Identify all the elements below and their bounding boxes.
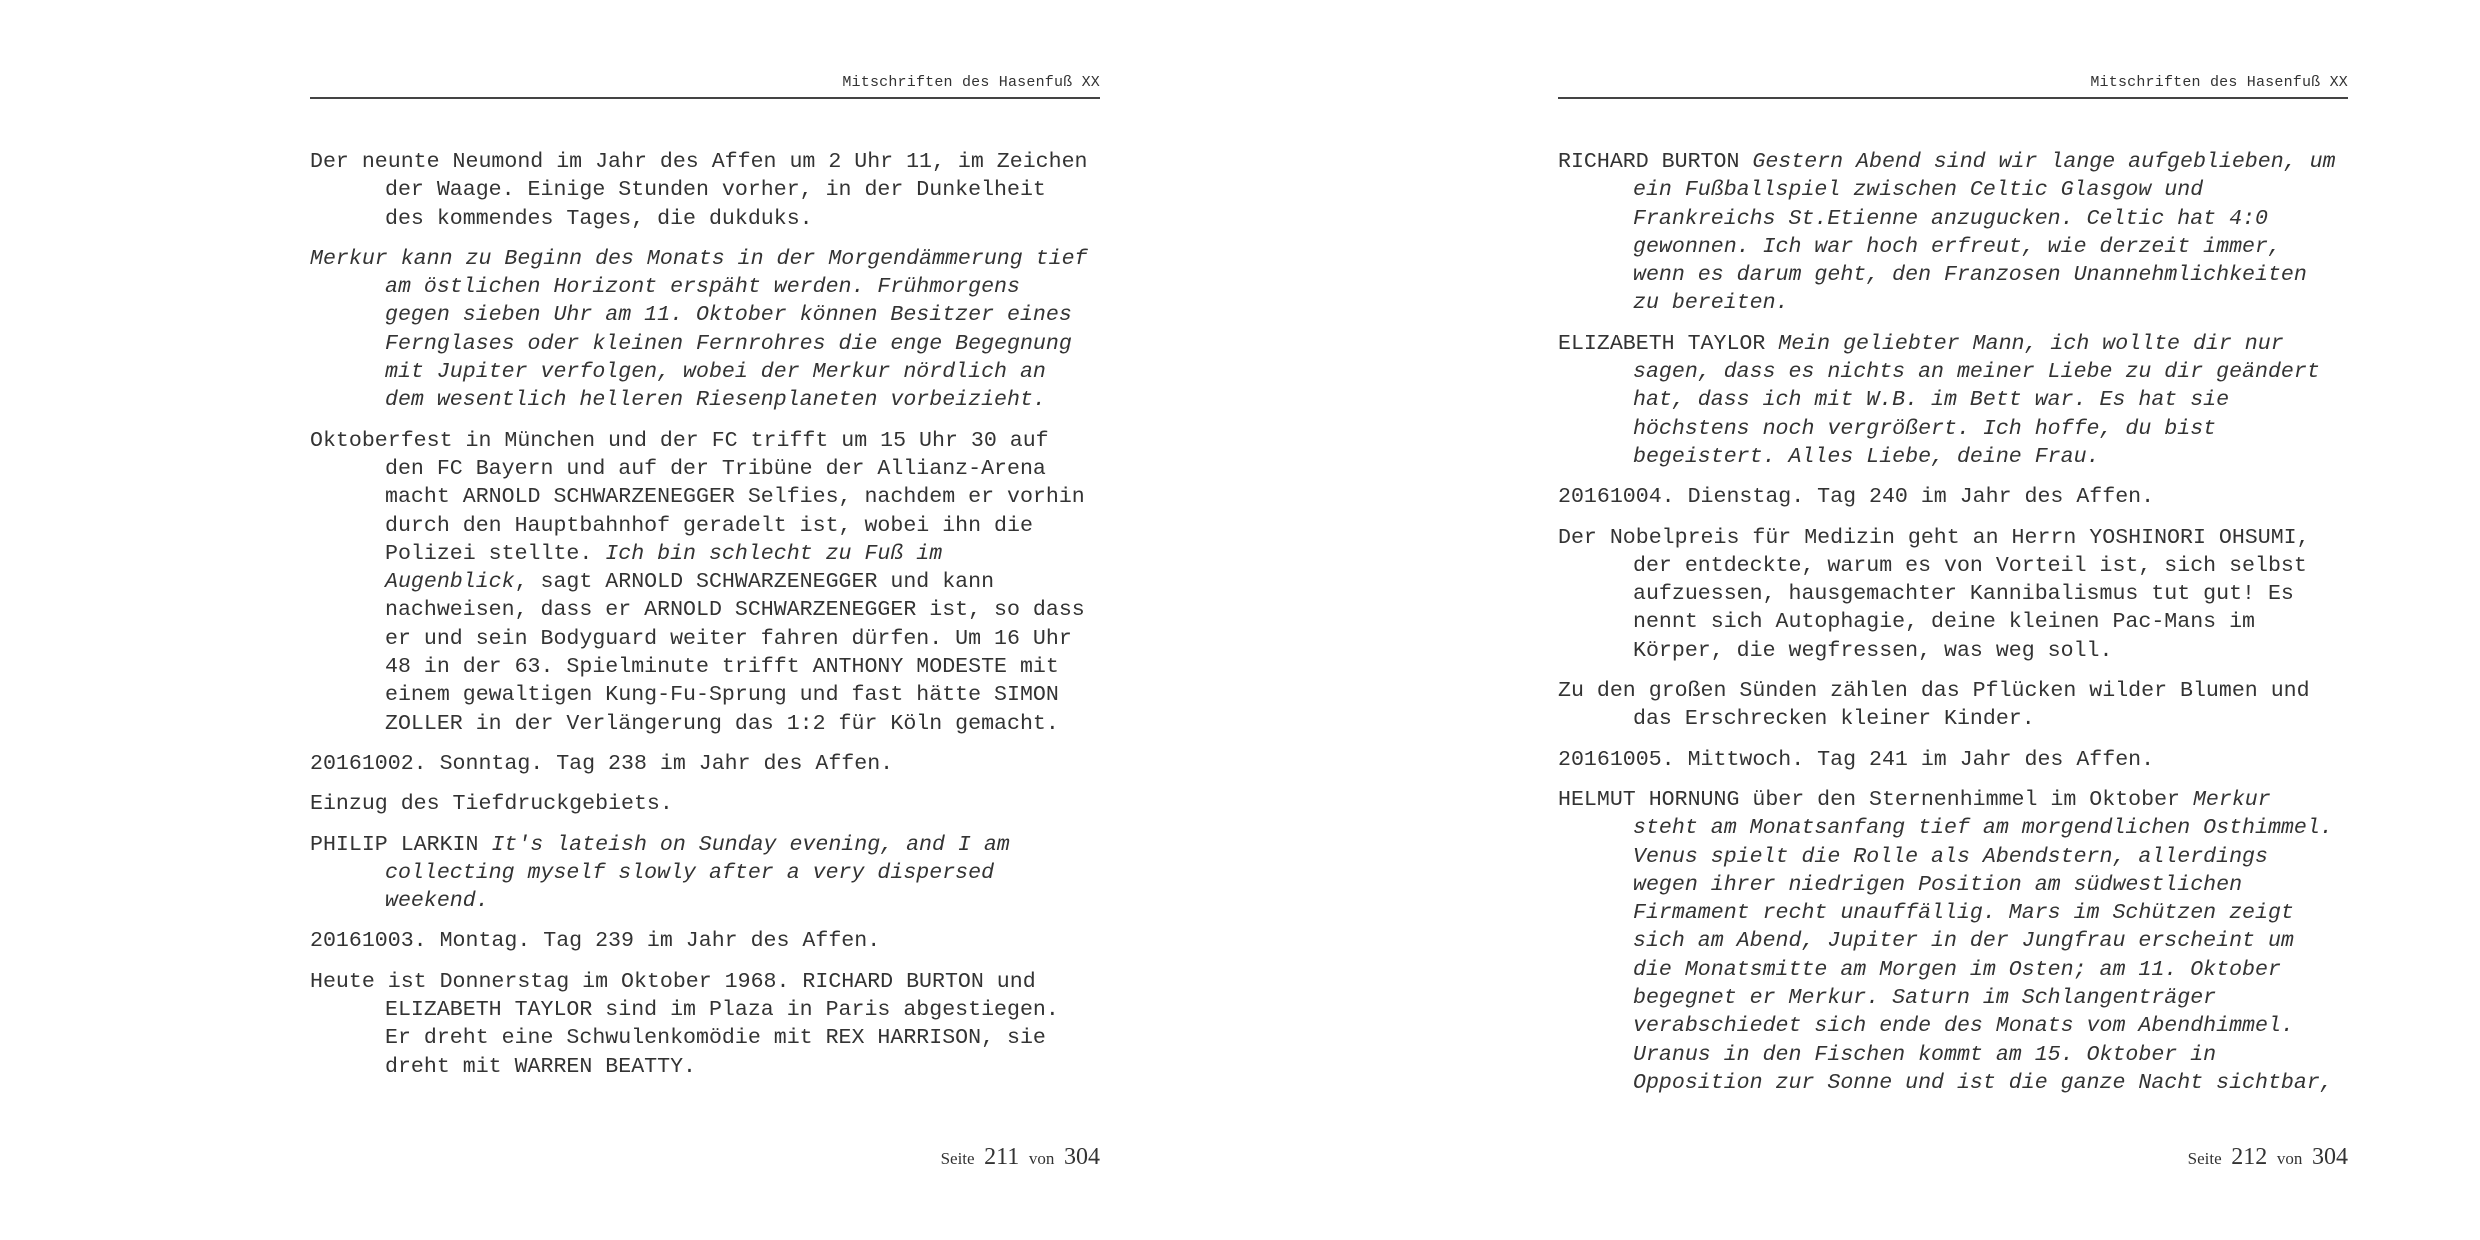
- page-number: 212: [2231, 1144, 2268, 1170]
- quote-run: Ich bin schlecht zu Fuß im Augenblick: [385, 541, 943, 595]
- date-line: 20161002. Sonntag. Tag 238 im Jahr des Affen.: [310, 751, 894, 776]
- right-page: [1558, 0, 2348, 1240]
- paragraph: Zu den großen Sünden zählen das Pflücken wilder Blumen und das Erschrecken kleiner Kinder.: [1558, 679, 2310, 732]
- running-head: Mitschriften des Hasenfuß XX: [842, 74, 1100, 91]
- page-body: [1558, 148, 2348, 1109]
- left-page: [310, 0, 1100, 1240]
- paragraph: [1558, 330, 2348, 471]
- quote-run: Mein geliebter Mann, ich wollte dir nur sagen, dass es nichts an meiner Liebe zu dir geändert hat, dass ich mit W.B. im Bett war. Es hat sie höchstens noch vergrößert. Ich hoffe, du bist begeistert. Alles Liebe, deine Frau.: [1633, 331, 2320, 469]
- speaker: ELIZABETH TAYLOR: [1558, 331, 1779, 356]
- page-footer: [1558, 1144, 2348, 1171]
- quote-run: Merkur steht am Monatsanfang tief am morgendlichen Osthimmel. Venus spielt die Rolle als Abendstern, allerdings wegen ihrer niedrigen Position am südwestlichen Firmament recht unauffällig. Mars im Schützen zeigt sich am Abend, Jupiter in der Jungfrau erscheint um die Monatsmitte am Morgen im Osten; am 11. Oktober begegnet er Merkur. Saturn im Schlangenträger verabschiedet sich ende des Monats vom Abendhimmel. Uranus in den Fischen kommt am 15. Oktober in Opposition zur Sonne und ist die ganze Nacht sichtbar,: [1633, 787, 2333, 1095]
- speaker: HELMUT HORNUNG über den Sternenhimmel im Oktober: [1558, 787, 2193, 812]
- page-number: 211: [984, 1144, 1020, 1170]
- text-run: Oktoberfest in München und der FC trifft um 15 Uhr 30 auf den FC Bayern und auf der Tribüne der Allianz-Arena macht ARNOLD SCHWARZENEGGER Selfies, nachdem er vorhin durch den Hauptbahnhof geradelt ist, wobei ihn die Polizei stellte.: [310, 428, 1085, 566]
- text-run: , sagt ARNOLD SCHWARZENEGGER und kann nachweisen, dass er ARNOLD SCHWARZENEGGER ist, so dass er und sein Bodyguard weiter fahren dürfen. Um 16 Uhr 48 in der 63. Spielminute trifft ANTHONY MODESTE mit einem gewaltigen Kung-Fu-Sprung und fast hätte SIMON ZOLLER in der Verlängerung das 1:2 für Köln gemacht.: [385, 570, 1085, 736]
- quote-run: Gestern Abend sind wir lange aufgeblieben, um ein Fußballspiel zwischen Celtic Glasgow und Frankreichs St.Etienne anzugucken. Celtic hat 4:0 gewonnen. Ich war hoch erfreut, wie derzeit immer, wenn es darum geht, den Franzosen Unannehmlichkeiten zu bereiten.: [1633, 150, 2336, 316]
- speaker: RICHARD BURTON: [1558, 150, 1753, 174]
- paragraph: [310, 831, 1100, 916]
- date-line: 20161003. Montag. Tag 239 im Jahr des Affen.: [310, 929, 881, 954]
- paragraph: Der Nobelpreis für Medizin geht an Herrn YOSHINORI OHSUMI, der entdeckte, warum es von Vorteil ist, sich selbst aufzuessen, hausgemachter Kannibalismus tut gut! Es nennt sich Autophagie, deine kleinen Pac-Mans im Körper, die wegfressen, was weg soll.: [1558, 525, 2310, 663]
- speaker: PHILIP LARKIN: [310, 832, 492, 857]
- page-body: [310, 148, 1100, 1093]
- page-total: 304: [2312, 1144, 2348, 1170]
- paragraph: Heute ist Donnerstag im Oktober 1968. RICHARD BURTON und ELIZABETH TAYLOR sind im Plaza in Paris abgestiegen. Er dreht eine Schwulenkomödie mit REX HARRISON, sie dreht mit WARREN BEATTY.: [310, 969, 1059, 1079]
- running-head: Mitschriften des Hasenfuß XX: [2090, 74, 2348, 91]
- footer-seite: Seite: [940, 1149, 975, 1168]
- quote-run: It's lateish on Sunday evening, and I am collecting myself slowly after a very dispersed weekend.: [385, 832, 1010, 914]
- paragraph: Einzug des Tiefdruckgebiets.: [310, 792, 673, 817]
- paragraph: Der neunte Neumond im Jahr des Affen um 2 Uhr 11, im Zeichen der Waage. Einige Stunden vorher, in der Dunkelheit des kommendes Tages, die dukduks.: [310, 150, 1088, 231]
- date-line: 20161004. Dienstag. Tag 240 im Jahr des Affen.: [1558, 485, 2155, 510]
- paragraph: [310, 427, 1100, 738]
- paragraph: [1558, 786, 2348, 1097]
- footer-von: von: [2276, 1149, 2303, 1168]
- page-total: 304: [1064, 1144, 1100, 1170]
- date-line: 20161005. Mittwoch. Tag 241 im Jahr des Affen.: [1558, 747, 2155, 772]
- page-footer: [310, 1144, 1100, 1171]
- header-rule: [310, 97, 1100, 99]
- footer-seite: Seite: [2187, 1149, 2222, 1168]
- paragraph: Merkur kann zu Beginn des Monats in der Morgendämmerung tief am östlichen Horizont erspäht werden. Frühmorgens gegen sieben Uhr am 11. Oktober können Besitzer eines Fernglases oder kleinen Fernrohres die enge Begegnung mit Jupiter verfolgen, wobei der Merkur nördlich an dem wesentlich helleren Riesenplaneten vorbeizieht.: [310, 246, 1088, 413]
- header-rule: [1558, 97, 2348, 99]
- paragraph: [1558, 148, 2348, 318]
- footer-von: von: [1028, 1149, 1055, 1168]
